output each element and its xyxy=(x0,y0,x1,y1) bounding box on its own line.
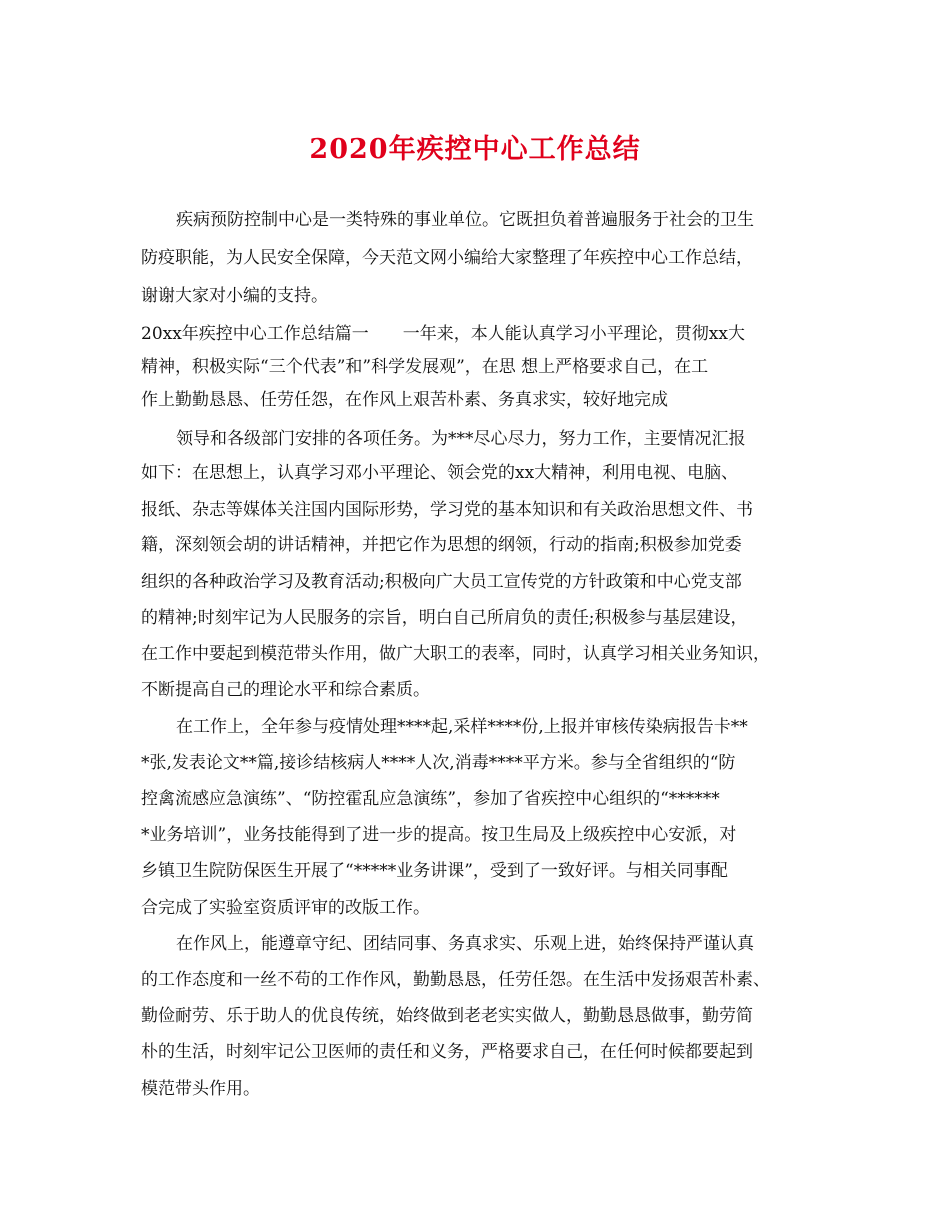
text-line: *张,发表论文**篇,接诊结核病人****人次,消毒****平方米。参与全省组织的“防 xyxy=(141,753,736,773)
text-line: 领导和各级部门安排的各项任务。为***尽心尽力，努力工作，主要情况汇报 xyxy=(176,429,746,449)
text-line: 组织的各种政治学习及教育活动;积极向广大员工宣传党的方针政策和中心党支部 xyxy=(141,572,742,592)
text-line: 模范带头作用。 xyxy=(141,1079,260,1099)
text-line: 朴的生活，时刻牢记公卫医师的责任和义务，严格要求自己，在任何时候都要起到 xyxy=(141,1042,753,1062)
text-line: 精神，积极实际“三个代表”和”科学发展观”，在思 想上严格要求自己，在工 xyxy=(141,357,709,377)
text-line: 不断提高自己的理论水平和综合素质。 xyxy=(141,680,430,700)
text-line: 籍，深刻领会胡的讲话精神，并把它作为思想的纲领，行动的指南;积极参加党委 xyxy=(141,535,742,555)
text-line: 防疫职能，为人民安全保障，今天范文网小编给大家整理了年疾控中心工作总结， xyxy=(141,248,753,268)
text-line: 在工作上，全年参与疫情处理****起,采样****份,上报并审核传染病报告卡** xyxy=(176,717,748,737)
text-line: 如下：在思想上，认真学习邓小平理论、领会党的xx大精神，利用电视、电脑、 xyxy=(141,463,739,483)
text-line: 勤俭耐劳、乐于助人的优良传统，始终做到老老实实做人，勤勤恳恳做事，勤劳简 xyxy=(141,1006,753,1026)
text-line: 在工作中要起到模范带头作用，做广大职工的表率，同时，认真学习相关业务知识， xyxy=(141,644,770,664)
document-title: 2020年疾控中心工作总结 xyxy=(309,134,641,165)
text-line: 20xx年疾控中心工作总结篇一 一年来，本人能认真学习小平理论，贯彻xx大 xyxy=(141,324,745,344)
text-line: 合完成了实验室资质评审的改版工作。 xyxy=(141,898,430,918)
text-line: 报纸、杂志等媒体关注国内国际形势，学习党的基本知识和有关政治思想文件、书 xyxy=(141,500,753,520)
text-line: 的工作态度和一丝不苟的工作作风，勤勤恳恳，任劳任怨。在生活中发扬艰苦朴素、 xyxy=(141,970,770,990)
text-line: 作上勤勤恳恳、任劳任怨，在作风上艰苦朴素、务真求实，较好地完成 xyxy=(141,390,668,410)
text-line: 乡镇卫生院防保医生开展了“*****业务讲课”，受到了一致好评。与相关同事配 xyxy=(141,861,728,881)
text-line: *业务培训”，业务技能得到了进一步的提高。按卫生局及上级疾控中心安派，对 xyxy=(141,825,737,845)
text-line: 在作风上，能遵章守纪、团结同事、务真求实、乐观上进，始终保持严谨认真 xyxy=(176,934,754,954)
text-line: 疾病预防控制中心是一类特殊的事业单位。它既担负着普遍服务于社会的卫生 xyxy=(176,210,754,230)
text-line: 的精神;时刻牢记为人民服务的宗旨，明白自己所肩负的责任;积极参与基层建设， xyxy=(141,608,748,628)
text-line: 控禽流感应急演练”、“防控霍乱应急演练”，参加了省疾控中心组织的“****** xyxy=(141,789,720,809)
text-line: 谢谢大家对小编的支持。 xyxy=(141,286,328,306)
